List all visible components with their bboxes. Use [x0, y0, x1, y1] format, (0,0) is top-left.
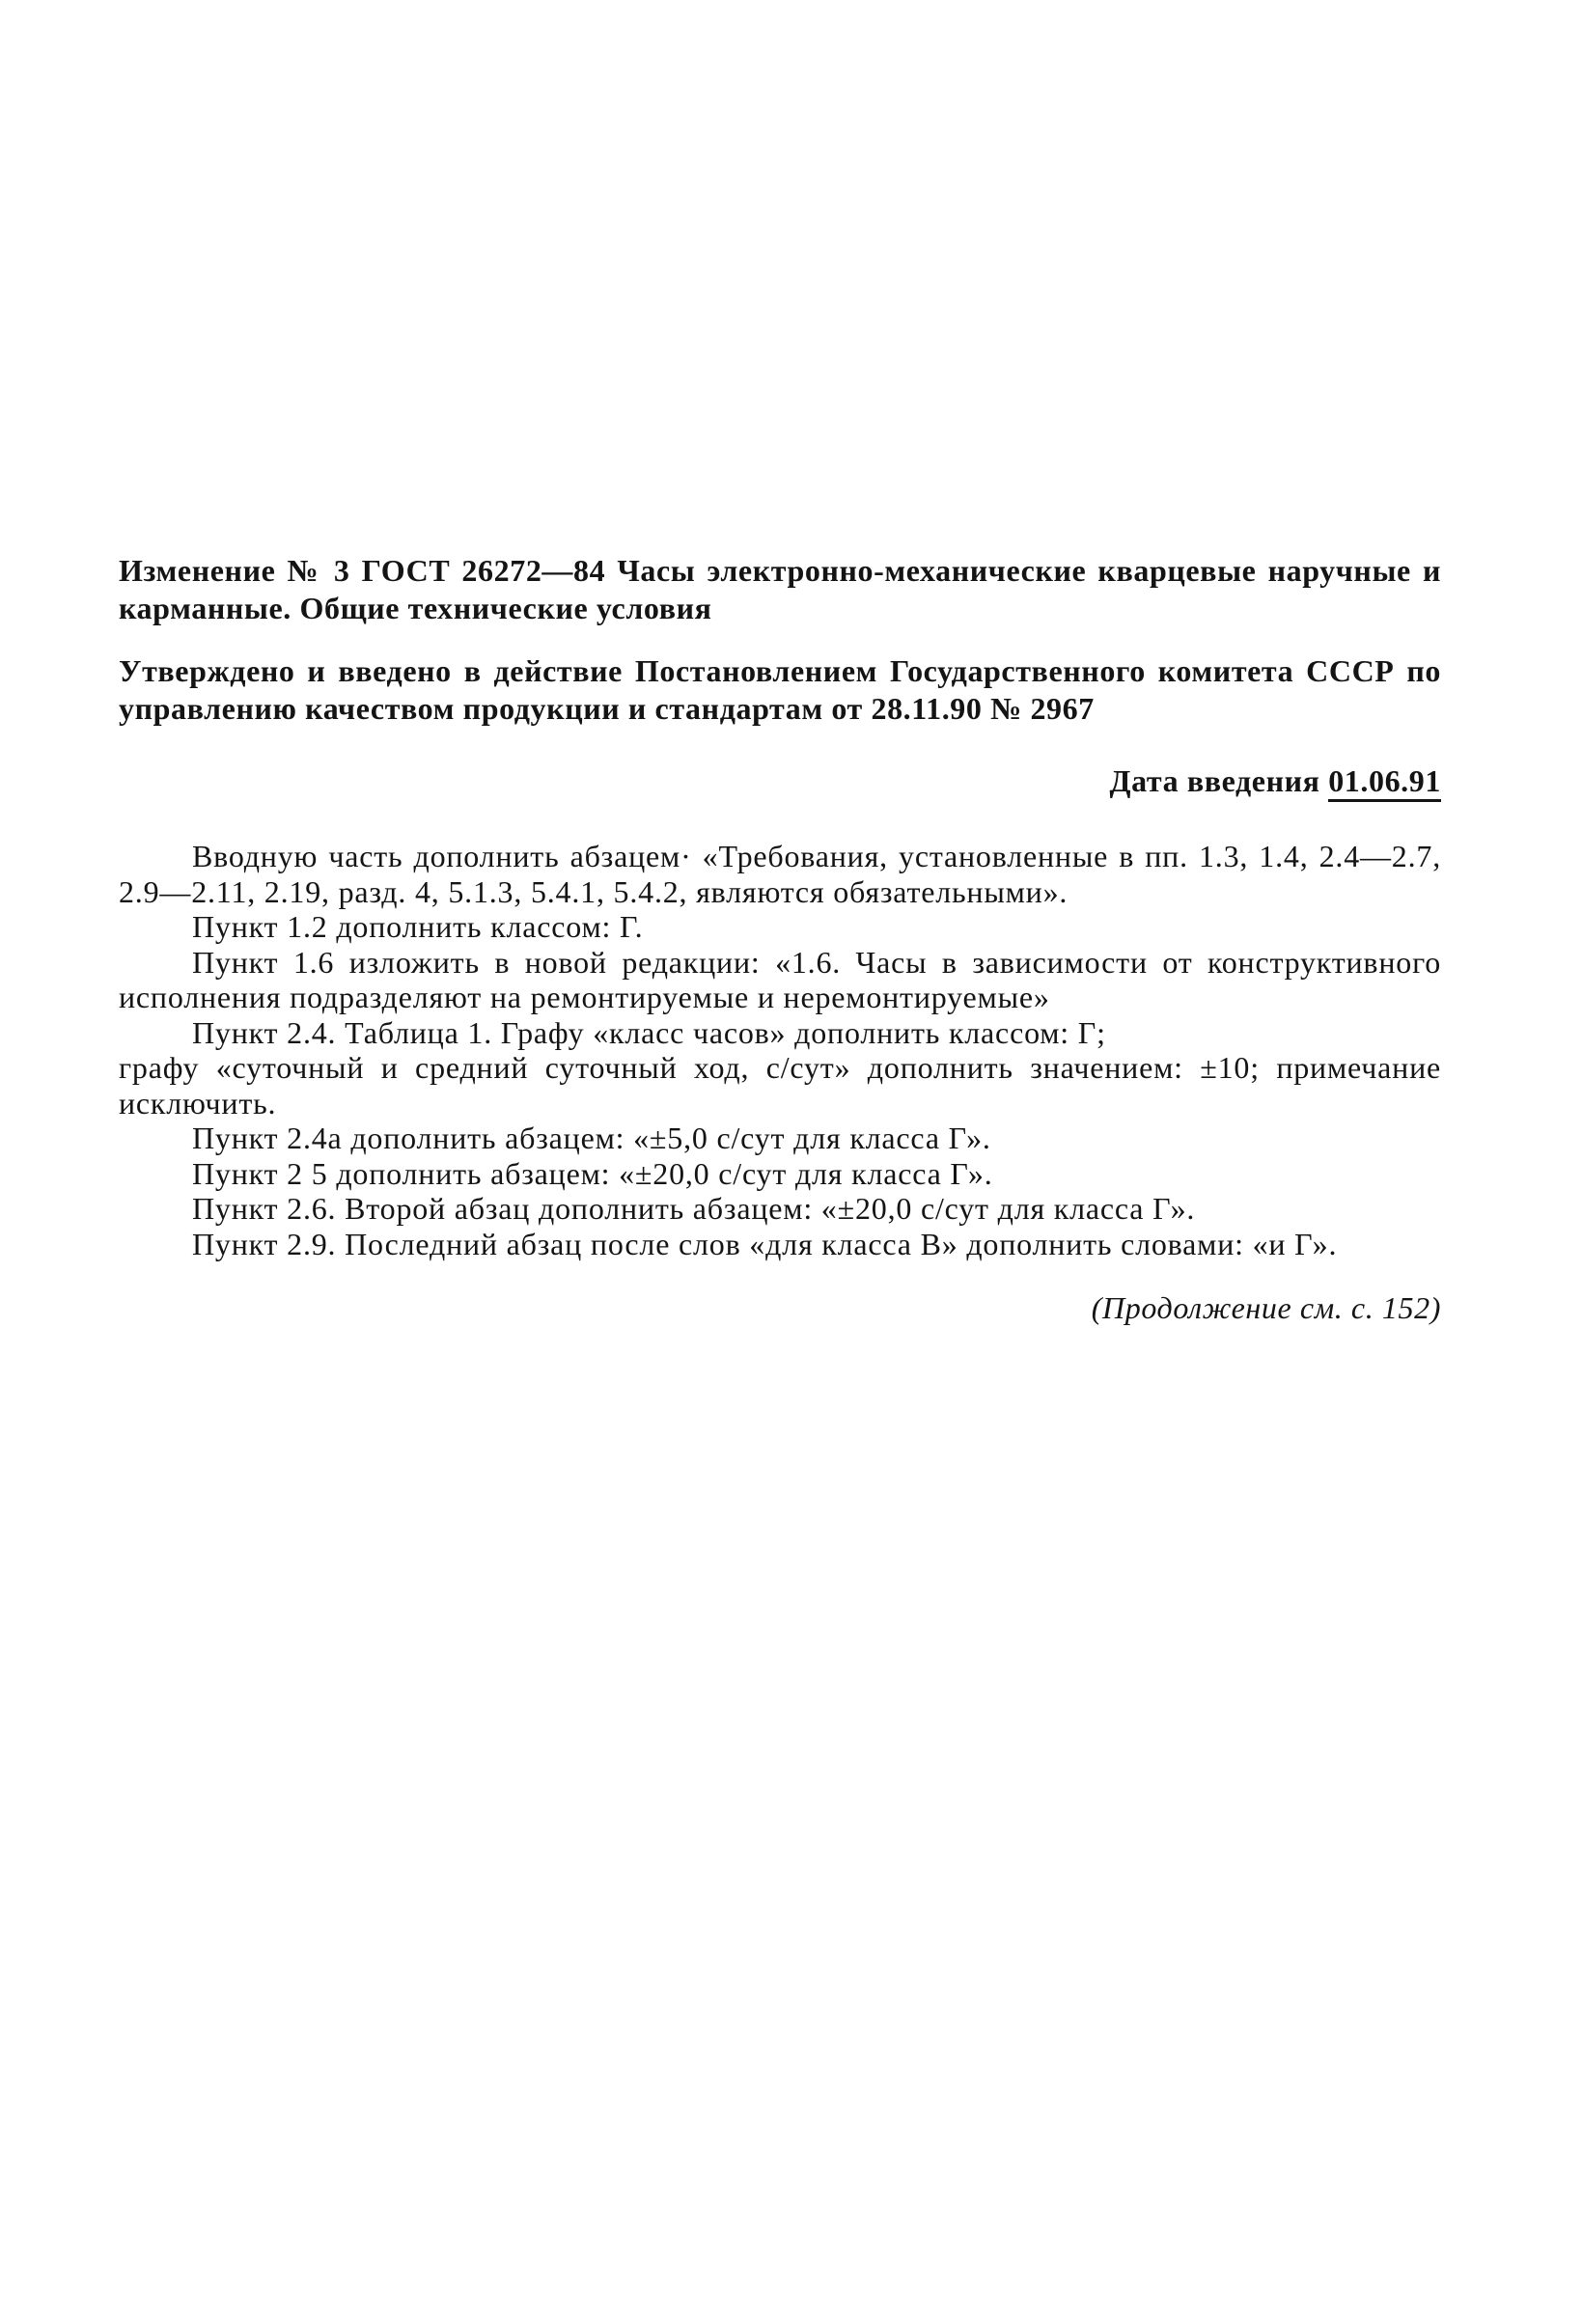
paragraph-clause-2-4a: Пункт 2.4а дополнить абзацем: «±5,0 с/сут для класса Г». [192, 1120, 991, 1155]
paragraph-clause-2-5: Пункт 2 5 дополнить абзацем: «±20,0 с/сут для класса Г». [192, 1155, 993, 1191]
date-label: Дата введения [1109, 763, 1320, 798]
paragraph-intro: Вводную часть дополнить абзацем· «Требования, установленные в пп. 1.3, 1.4, 2.4—2.7, 2.9—2.11, 2.19, разд. 4, 5.1.3, 5.4.1, 5.4.2, являются обязательными». [119, 839, 1441, 909]
paragraph-clause-1-6: Пункт 1.6 изложить в новой редакции: «1.6. Часы в зависимости от конструктивного исполнения подразделяют на ремонтируемые и неремонтируемые» [119, 944, 1441, 1014]
document-page [119, 552, 1441, 1327]
paragraph-clause-2-4: Пункт 2.4. Таблица 1. Графу «класс часов» дополнить классом: Г; [192, 1014, 1106, 1050]
paragraph-clause-2-6: Пункт 2.6. Второй абзац дополнить абзацем: «±20,0 с/сут для класса Г». [192, 1191, 1196, 1226]
amendment-heading: Изменение № 3 ГОСТ 26272—84 Часы электронно-механические кварцевые наручные и карманные. Общие технические условия [119, 553, 1441, 625]
paragraph-clause-2-9: Пункт 2.9. Последний абзац после слов «для класса В» дополнить словами: «и Г». [192, 1226, 1338, 1261]
approval-heading: Утверждено и введено в действие Постановлением Государственного комитета СССР по управлению качеством продукции и стандартам от 28.11.90 № 2967 [119, 653, 1441, 726]
amendment-body [119, 839, 1441, 1261]
paragraph-clause-2-4-column: графу «суточный и средний суточный ход, с/сут» дополнить значением: ±10; примечание исключить. [119, 1050, 1441, 1120]
continuation-note: (Продолжение см. с. 152) [1091, 1290, 1441, 1325]
date-value: 01.06.91 [1328, 763, 1441, 802]
paragraph-clause-1-2: Пункт 1.2 дополнить классом: Г. [192, 909, 644, 944]
introduction-date [119, 761, 1441, 800]
